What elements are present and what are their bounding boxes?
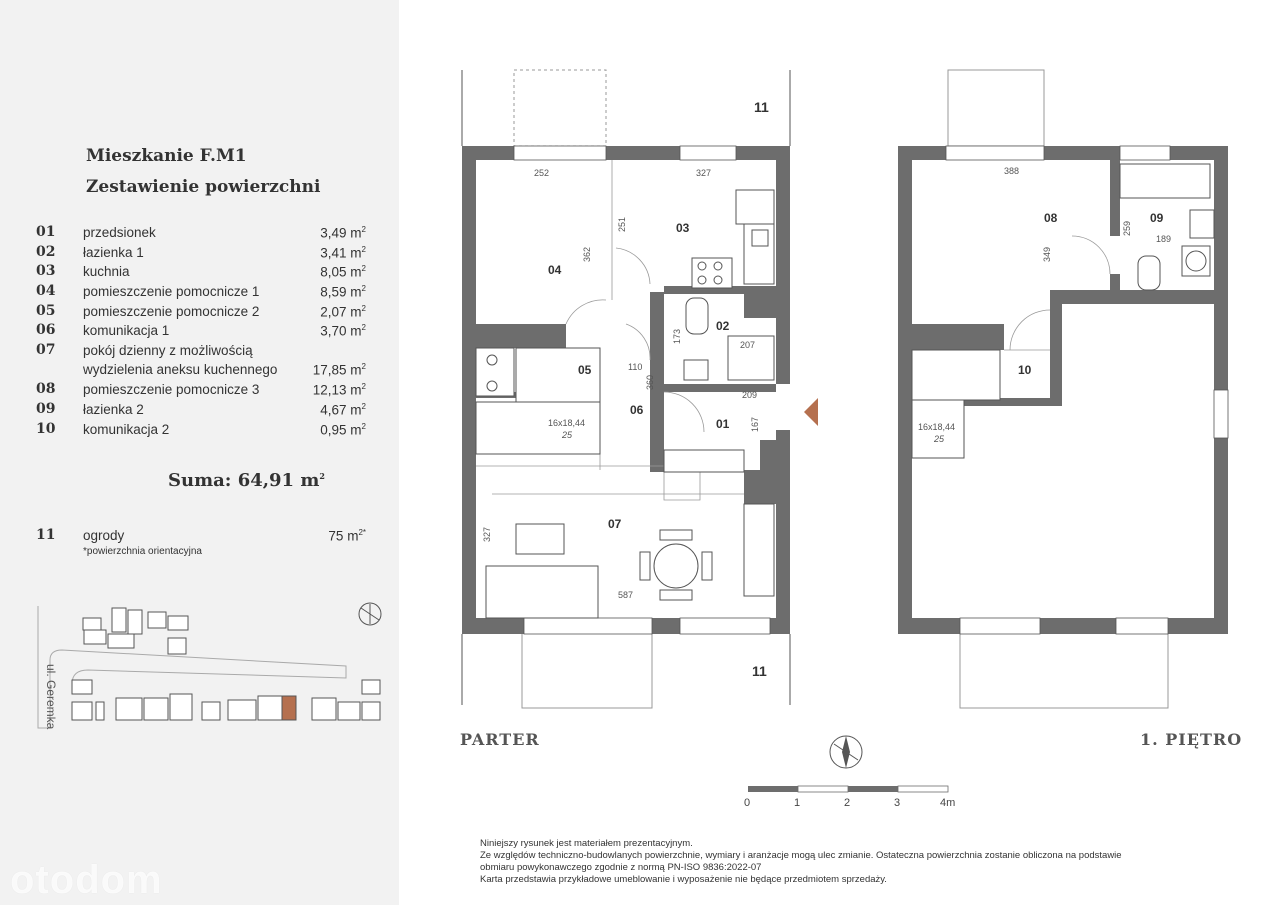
room-number: 01 <box>36 224 56 240</box>
room-label: 01 <box>716 417 730 431</box>
room-number: 02 <box>36 244 56 260</box>
stair-count: 25 <box>934 434 945 444</box>
room-area: 8,59 $m^2$ <box>320 284 366 300</box>
garden-label: 11 <box>752 663 767 679</box>
room-name: pokój dzienny z możliwością <box>83 343 253 358</box>
room-area: 0,95 $m^2$ <box>320 422 366 438</box>
room-name: komunikacja 2 <box>83 422 170 437</box>
dimension-label: 388 <box>1004 166 1020 176</box>
disclaimer-line: Karta przedstawia przykładowe umeblowanie i wyposażenie nie będące przedmiotem sprzedaży. <box>480 874 887 885</box>
dimension-label: 173 <box>672 328 682 344</box>
room-number: 08 <box>36 381 56 397</box>
schedule-title: Zestawienie powierzchni <box>86 177 321 197</box>
room-label: 04 <box>548 263 562 277</box>
room-label: 10 <box>1018 363 1032 377</box>
disclaimer-line: obmiaru powykonawczego zgodnie z normą PN-ISO 9836:2022-07 <box>480 862 762 873</box>
room-label: 02 <box>716 319 730 333</box>
disclaimer <box>480 838 1180 886</box>
list-item <box>36 283 366 303</box>
dimension-label: 327 <box>482 526 492 542</box>
first-floor-label: 1. PIĘTRO <box>1140 730 1243 749</box>
room-number: 05 <box>36 303 56 319</box>
room-name: pomieszczenie pomocnicze 2 <box>83 304 260 319</box>
list-item <box>36 342 366 362</box>
dimension-label: 167 <box>750 416 760 432</box>
site-plan <box>28 598 388 738</box>
dimension-label: 207 <box>740 340 756 350</box>
room-name: pomieszczenie pomocnicze 1 <box>83 284 260 299</box>
ground-floor-label: PARTER <box>460 730 540 749</box>
dimension-label: 189 <box>1156 234 1172 244</box>
scale-tick: 2 <box>844 797 851 809</box>
apartment-title: Mieszkanie F.M1 <box>86 146 247 166</box>
list-item <box>36 303 366 323</box>
room-name: łazienka 2 <box>83 402 144 417</box>
room-label: 08 <box>1044 211 1058 225</box>
dimension-label: 209 <box>742 390 758 400</box>
room-number: 09 <box>36 401 56 417</box>
stair-count: 25 <box>562 430 573 440</box>
list-item <box>36 224 366 244</box>
room-area: 75 $m^{2*}$ <box>328 528 366 544</box>
dimension-label: 360 <box>645 374 655 390</box>
list-item <box>36 263 366 283</box>
list-item <box>36 401 366 421</box>
list-item <box>36 381 366 401</box>
garden-note: *powierzchnia orientacyjna <box>83 546 202 557</box>
disclaimer-line: Niniejszy rysunek jest materiałem prezentacyjnym. <box>480 838 693 849</box>
dimension-label: 259 <box>1122 220 1132 236</box>
room-name: wydzielenia aneksu kuchennego <box>83 362 278 377</box>
list-item <box>36 361 366 381</box>
scale-tick: 0 <box>744 797 751 809</box>
room-name: pomieszczenie pomocnicze 3 <box>83 382 260 397</box>
room-name: przedsionek <box>83 225 156 240</box>
dimension-label: 587 <box>618 590 634 600</box>
room-area: 12,13 $m^2$ <box>312 382 366 398</box>
room-label: 06 <box>630 403 644 417</box>
room-number: 11 <box>36 527 56 543</box>
room-number: 10 <box>36 421 56 437</box>
list-item <box>36 244 366 264</box>
dimension-label: 251 <box>617 216 627 232</box>
room-name: łazienka 1 <box>83 245 144 260</box>
list-item <box>36 421 366 441</box>
scale-bar <box>744 786 955 809</box>
dimension-label: 327 <box>696 168 712 178</box>
room-area: 4,67 $m^2$ <box>320 402 366 418</box>
list-item <box>36 322 366 342</box>
disclaimer-line: Ze względów techniczno-budowlanych powierzchnie, wymiary i aranżacje mogą ulec zmianie. Ostateczna powierzchnia zostanie obliczona na podstawie <box>480 850 1122 861</box>
room-number: 04 <box>36 283 56 299</box>
ground-floor-plan <box>462 70 818 708</box>
scale-tick: 3 <box>894 797 901 809</box>
room-area: 17,85 $m^2$ <box>312 362 366 378</box>
compass-icon <box>359 603 381 625</box>
room-label: 07 <box>608 517 622 531</box>
room-name: komunikacja 1 <box>83 323 170 338</box>
garden-row <box>36 527 366 547</box>
room-label: 09 <box>1150 211 1164 225</box>
compass-icon <box>830 736 862 768</box>
first-floor-plan <box>898 70 1228 708</box>
room-area: 3,49 $m^2$ <box>320 225 366 241</box>
room-number: 06 <box>36 322 56 338</box>
floor-plans <box>400 0 1280 830</box>
room-name: ogrody <box>83 528 125 543</box>
dimension-label: 110 <box>628 362 643 372</box>
room-label: 03 <box>676 221 690 235</box>
scale-tick: 4m <box>940 797 956 809</box>
garden-label: 11 <box>754 99 769 115</box>
watermark: otodom <box>10 858 163 902</box>
total-area: Suma: 64,91 $m^2$ <box>168 470 325 491</box>
dimension-label: 349 <box>1042 246 1052 262</box>
room-area: 3,70 $m^2$ <box>320 323 366 339</box>
dimension-label: 252 <box>534 168 550 178</box>
scale-tick: 1 <box>794 797 801 809</box>
stair-label: 16x18,44 <box>918 422 956 432</box>
room-name: kuchnia <box>83 264 130 279</box>
room-schedule-panel <box>0 0 399 905</box>
room-number: 07 <box>36 342 56 358</box>
dimension-label: 362 <box>582 246 592 262</box>
street-label: ul. Geremka <box>44 664 58 730</box>
room-area: 2,07 $m^2$ <box>320 304 366 320</box>
room-label: 05 <box>578 363 592 377</box>
room-area: 3,41 $m^2$ <box>320 245 366 261</box>
room-area: 8,05 $m^2$ <box>320 264 366 280</box>
room-number: 03 <box>36 263 56 279</box>
stair-label: 16x18,44 <box>548 418 586 428</box>
